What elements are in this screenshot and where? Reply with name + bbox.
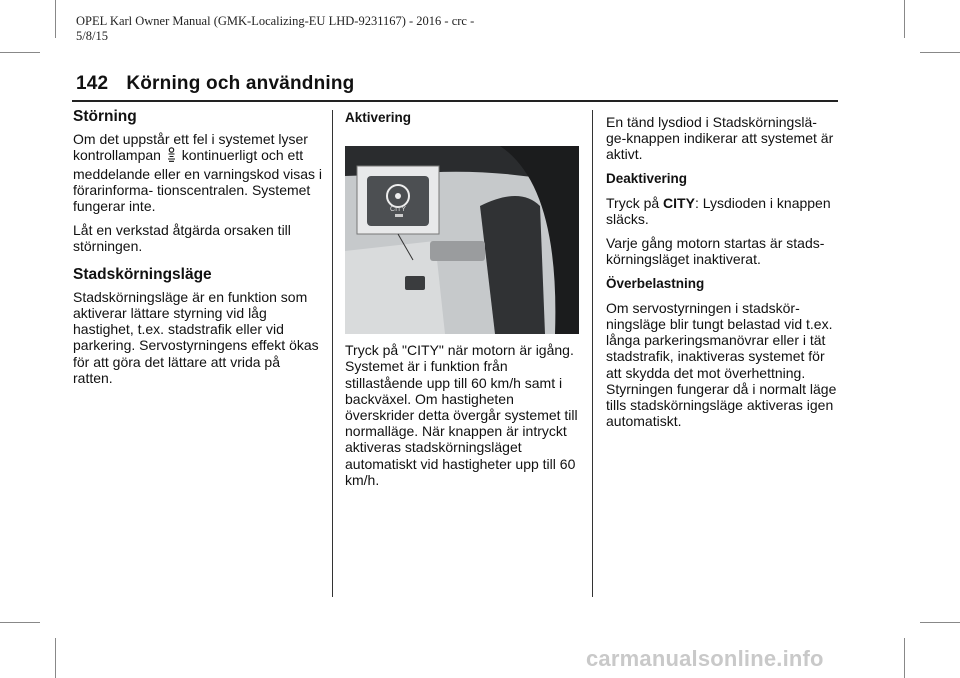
steering-warning-icon <box>167 147 176 165</box>
crop-mark <box>55 638 56 678</box>
watermark: carmanualsonline.info <box>586 646 824 671</box>
column-divider <box>332 110 333 597</box>
crop-mark <box>904 0 905 38</box>
paragraph: Låt en verkstad åtgärda orsaken till störningen. <box>73 222 291 255</box>
paragraph <box>606 195 838 227</box>
paragraph: Stadskörningsläge är en funktion som aktiverar lättare styrning vid låg hastighet, t.ex. stadstrafik eller vid parkering. Servostyrningens effekt ökas för att göra det lättare att vrida på ratten. <box>73 288 319 386</box>
crop-mark <box>904 638 905 678</box>
crop-mark <box>920 52 960 53</box>
title-rule <box>72 100 838 102</box>
chapter-title: Körning och användning <box>126 73 355 94</box>
page-number: 142 <box>76 73 109 94</box>
subheading-deactivation: Deaktivering <box>606 170 688 186</box>
crop-mark <box>920 622 960 623</box>
text-run: kontinuerligt och ett meddelande eller en varningskod visas i förarinforma- tionscentralen. Systemet fungerar inte. <box>73 147 323 215</box>
text-run: Om det uppstår ett fel i systemet lyser kontrollampan <box>73 131 308 164</box>
crop-mark <box>0 622 40 623</box>
column-divider <box>592 110 593 597</box>
paragraph: Om servostyrningen i stadskör- ningsläge blir tungt belastad vid t.ex. långa parkeringsmanövrar eller i tät stadstrafik, inaktiveras systemet för att skydda det mot överhettning. Styrningen fungerar då i normalt läge tills stadskörningsläge aktiveras igen automatiskt. <box>606 299 837 430</box>
city-button-photo <box>345 146 579 334</box>
column-middle <box>345 110 581 496</box>
figure-city-label: CITY <box>390 206 406 214</box>
text-run: Tryck på <box>606 194 660 211</box>
subheading-overload: Överbelastning <box>606 275 705 291</box>
text-run: : Lysdioden i knappen släcks. <box>606 194 831 228</box>
section-heading-city-mode: Stadskörningsläge <box>73 265 212 283</box>
paragraph: En tänd lysdiod i Stadskörningslä- ge-knappen indikerar att systemet är aktivt. <box>606 114 834 163</box>
document-header-line: OPEL Karl Owner Manual (GMK-Localizing-EU LHD-9231167) - 2016 - crc - <box>76 14 475 28</box>
crop-mark <box>0 52 40 53</box>
crop-mark <box>55 0 56 38</box>
column-right <box>606 114 838 437</box>
document-header <box>76 14 474 44</box>
column-left <box>73 109 323 394</box>
page-title <box>76 73 354 95</box>
document-header-date: 5/8/15 <box>76 29 108 43</box>
section-heading-fault: Störning <box>73 108 137 125</box>
paragraph: Varje gång motorn startas är stads- körningsläget inaktiverat. <box>606 235 825 268</box>
paragraph <box>73 131 323 214</box>
paragraph: Tryck på "CITY" när motorn är igång. Systemet är i funktion från stillastående upp till 60 km/h samt i backväxel. Om hastigheten överskrider detta övergår systemet till normalläge. När knappen är intryckt aktiveras stadskörningsläget automatiskt vid hastigheter upp till 60 km/h. <box>345 342 578 488</box>
subheading-activation: Aktivering <box>345 110 412 125</box>
city-keyword: CITY <box>663 194 695 211</box>
